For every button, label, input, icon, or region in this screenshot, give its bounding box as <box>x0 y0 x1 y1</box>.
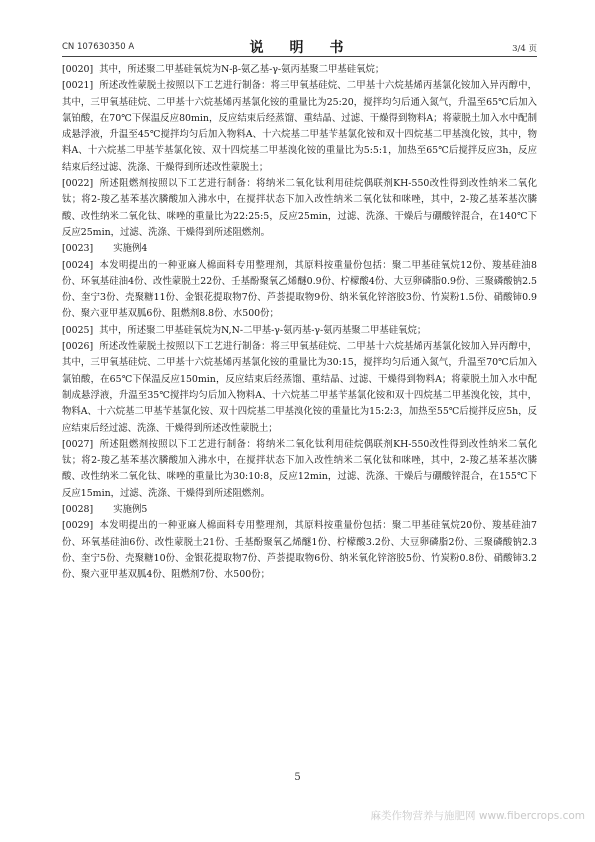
page-number: 5 <box>294 772 301 783</box>
paragraph-0021 <box>62 78 537 176</box>
paragraph-text: 其中，所述聚二甲基硅氧烷为N-β-氨乙基-γ-氨丙基聚二甲基硅氧烷； <box>99 64 385 75</box>
paragraph-text: 本发明提出的一种亚麻人棉面料专用整理剂，其原料按重量份包括：聚二甲基硅氧烷12份、羧基硅油8份、环氧基硅油4份、改性蒙脱土22份、壬基酚聚氧乙烯醚0.9份、柠檬酸4份、大豆卵磷脂0.9份、三聚磷酸钠2.5份、奎宁3份、壳聚糖11份、金银花提取物7份、芦荟提取物9份、纳米氧化锌溶胶3份、竹炭粉1.5份、硝酸铈0.9份、聚六亚甲基双胍6份、阻燃剂8.8份、水500份； <box>62 259 537 320</box>
paragraph-0020 <box>62 62 537 78</box>
site-watermark: 麻类作物营养与施肥网 www.fibercrops.com <box>370 810 585 822</box>
example-heading-4 <box>62 241 537 257</box>
paragraph-number: [0025] <box>62 324 94 336</box>
paragraph-number: [0028] <box>62 504 94 516</box>
document-body <box>62 62 537 584</box>
paragraph-0025 <box>62 323 537 339</box>
paragraph-0029 <box>62 518 537 583</box>
paragraph-number: [0024] <box>62 259 94 271</box>
example-heading-5 <box>62 502 537 518</box>
paragraph-0027 <box>62 437 537 502</box>
paragraph-text: 本发明提出的一种亚麻人棉面料专用整理剂，其原料按重量份包括：聚二甲基硅氧烷20份、羧基硅油7份、环氧基硅油6份、改性蒙脱土21份、壬基酚聚氧乙烯醚1份、柠檬酸3.2份、大豆卵磷脂2份、三聚磷酸钠2.3份、奎宁5份、壳聚糖10份、金银花提取物7份、芦荟提取物6份、纳米氧化锌溶胶5份、竹炭粉0.8份、硝酸铈3.2份、聚六亚甲基双胍4份、阻燃剂7份、水500份； <box>62 520 537 581</box>
paragraph-number: [0022] <box>62 178 94 190</box>
example-title: 实施例5 <box>113 504 148 516</box>
paragraph-text: 所述阻燃剂按照以下工艺进行制备：将纳米二氧化钛利用硅烷偶联剂KH-550改性得到改性纳米二氧化钛；将2-羧乙基苯基次膦酸加入沸水中，在搅拌状态下加入改性纳米二氧化钛和咪唑，其中，2-羧乙基苯基次膦酸、改性纳米二氧化钛、咪唑的重量比为30:10:8，反应12min，过滤、洗涤、干燥后与硼酸锌混合，在155℃下反应15min，过滤、洗涤、干燥得到所述阻燃剂。 <box>62 438 537 499</box>
paragraph-text: 所述改性蒙脱土按照以下工艺进行制备：将三甲氧基硅烷、二甲基十六烷基烯丙基氯化铵加入异丙醇中，其中，三甲氧基硅烷、二甲基十六烷基烯丙基氯化铵的重量比为25:20，搅拌均匀后通入氮气，升温至65℃后加入氯铂酸，在70℃下保温反应80min，反应结束后经蒸馏、重结晶、过滤、干燥得到物料A；将蒙脱土加入水中配制成悬浮液，升温至45℃搅拌均匀后加入物料A、十六烷基二甲基苄基氯化铵和双十四烷基二甲基溴化铵，其中，物料A、十六烷基二甲基苄基氯化铵、双十四烷基二甲基溴化铵的重量比为5:5:1，加热至65℃后搅拌反应3h，反应结束后经过滤、洗涤、干燥得到所述改性蒙脱土； <box>62 80 537 173</box>
paragraph-text: 所述改性蒙脱土按照以下工艺进行制备：将三甲氧基硅烷、二甲基十六烷基烯丙基氯化铵加入异丙醇中，其中，三甲氧基硅烷、二甲基十六烷基烯丙基氯化铵的重量比为30:15，搅拌均匀后通入氮气，升温至70℃后加入氯铂酸，在65℃下保温反应150min，反应结束后经蒸馏、重结晶、过滤、干燥得到物料A；将蒙脱土加入水中配制成悬浮液，升温至35℃搅拌均匀后加入物料A、十六烷基二甲基苄基氯化铵和双十四烷基二甲基溴化铵，其中，物料A、十六烷基二甲基苄基氯化铵、双十四烷基二甲基溴化铵的重量比为15:2:3，加热至55℃后搅拌反应5h，反应结束后经过滤、洗涤、干燥得到所述改性蒙脱土； <box>62 341 537 434</box>
example-title: 实施例4 <box>113 243 148 255</box>
paragraph-number: [0023] <box>62 243 94 255</box>
document-title: 说 明 书 <box>249 40 350 56</box>
paragraph-0022 <box>62 176 537 241</box>
page-fraction: 3/4 页 <box>512 44 537 54</box>
paragraph-number: [0020] <box>62 64 94 75</box>
page-header <box>62 36 537 57</box>
paragraph-0026 <box>62 339 537 437</box>
paragraph-number: [0021] <box>62 80 94 92</box>
paragraph-number: [0026] <box>62 341 94 353</box>
paragraph-0024 <box>62 258 537 323</box>
patent-number: CN 107630350 A <box>62 42 135 52</box>
paragraph-number: [0027] <box>62 438 94 450</box>
paragraph-text: 其中，所述聚二甲基硅氧烷为N,N-二甲基-γ-氨丙基-γ-氨丙基聚二甲基硅氧烷； <box>99 324 427 336</box>
paragraph-text: 所述阻燃剂按照以下工艺进行制备：将纳米二氧化钛利用硅烷偶联剂KH-550改性得到改性纳米二氧化钛；将2-羧乙基苯基次膦酸加入沸水中，在搅拌状态下加入改性纳米二氧化钛和咪唑，其中，2-羧乙基苯基次膦酸、改性纳米二氧化钛、咪唑的重量比为22:25:5，反应25min，过滤、洗涤、干燥后与硼酸锌混合，在140℃下反应25min，过滤、洗涤、干燥得到所述阻燃剂。 <box>62 178 537 238</box>
paragraph-number: [0029] <box>62 520 94 532</box>
